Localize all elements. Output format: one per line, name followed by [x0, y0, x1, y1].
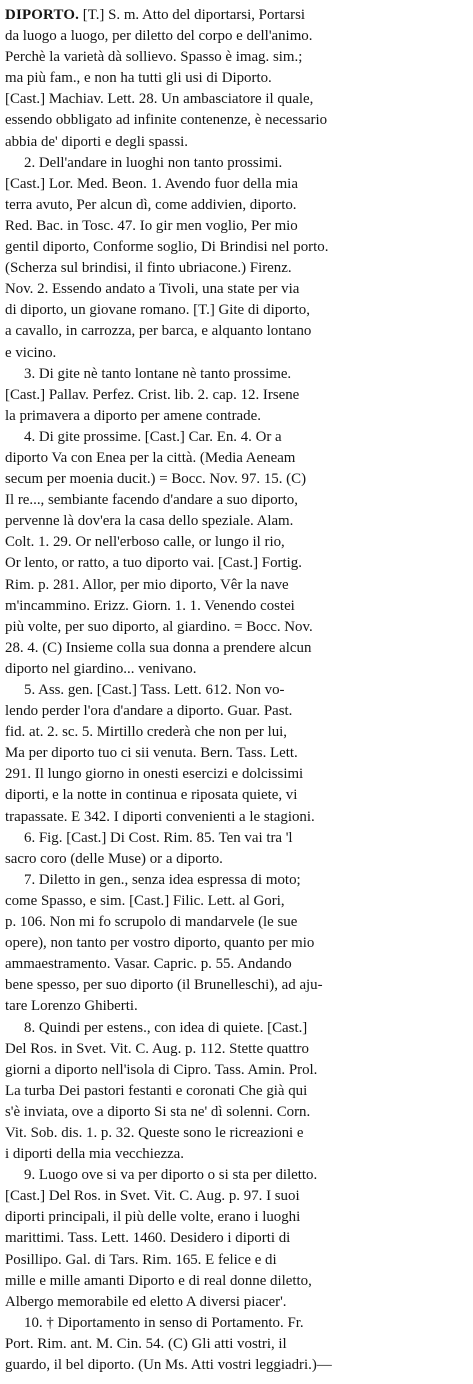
- entry-line: [Cast.] Pallav. Perfez. Crist. lib. 2. cap. 12. Irsene: [5, 386, 300, 403]
- entry-line: la primavera a diporto per amene contrade.: [5, 407, 261, 424]
- entry-line: fid. at. 2. sc. 5. Mirtillo crederà che non per lui,: [5, 724, 288, 741]
- entry-line: diporti, e la notte in continua e riposata quiete, vi: [5, 787, 298, 804]
- entry-line: Red. Bac. in Tosc. 47. Io gir men voglio, Per mio: [5, 217, 298, 234]
- entry-line: diporti principali, il più delle volte, erano i luoghi: [5, 1209, 301, 1226]
- sense-first-line: 9. Luogo ove si va per diporto o si sta per diletto.: [24, 1167, 318, 1184]
- entry-line: ma più fam., e non ha tutti gli usi di Diporto.: [5, 70, 272, 87]
- entry-line: mille e mille amanti Diporto e di real donne diletto,: [5, 1272, 312, 1289]
- entry-line: a cavallo, in carrozza, per barca, e alquanto lontano: [5, 323, 312, 340]
- sense-paragraph-5: [5, 680, 469, 828]
- entry-line: pervenne là dov'era la casa dello speziale. Alam.: [5, 513, 294, 530]
- sense-paragraph-7: [5, 870, 469, 1018]
- entry-paragraph-main: [5, 5, 469, 153]
- sense-first-line: 2. Dell'andare in luoghi non tanto prossimi.: [24, 154, 283, 171]
- entry-line: di diporto, un giovane romano. [T.] Gite di diporto,: [5, 302, 310, 319]
- entry-line: sacro coro (delle Muse) or a diporto.: [5, 850, 223, 867]
- entry-line: 291. Il lungo giorno in onesti esercizi e dolcissimi: [5, 766, 304, 783]
- entry-line: [Cast.] Machiav. Lett. 28. Un ambasciatore il quale,: [5, 91, 314, 108]
- entry-line: [Cast.] Del Ros. in Svet. Vit. C. Aug. p. 97. I suoi: [5, 1188, 300, 1205]
- sense-first-line: 4. Di gite prossime. [Cast.] Car. En. 4. Or a: [24, 428, 282, 445]
- entry-line: più volte, per suo diporto, al giardino. = Bocc. Nov.: [5, 618, 313, 635]
- entry-line: p. 106. Non mi fo scrupolo di mandarvele (le sue: [5, 914, 298, 931]
- entry-line: [5, 5, 469, 26]
- entry-line: Vit. Sob. dis. 1. p. 32. Queste sono le ricreazioni e: [5, 1124, 304, 1141]
- entry-senses: [5, 153, 469, 1376]
- entry-line: diporto nel giardino... venivano.: [5, 660, 197, 677]
- entry-line: m'incammino. Erizz. Giorn. 1. 1. Venendo costei: [5, 597, 295, 614]
- sense-first-line: 3. Di gite nè tanto lontane nè tanto prossime.: [24, 365, 292, 382]
- entry-line: (Scherza sul brindisi, il finto ubriacone.) Firenz.: [5, 260, 292, 277]
- entry-line: e vicino.: [5, 344, 57, 361]
- entry-line: La turba Dei pastori festanti e coronati Che già qui: [5, 1082, 308, 1099]
- entry-line: [Cast.] Lor. Med. Beon. 1. Avendo fuor della mia: [5, 175, 298, 192]
- entry-line: guardo, il bel diporto. (Un Ms. Atti vostri leggiadri.)—: [5, 1357, 332, 1373]
- entry-line: s'è inviata, ove a diporto Si sta ne' dì solenni. Corn.: [5, 1103, 311, 1120]
- entry-line: diporto Va con Enea per la città. (Media Aeneam: [5, 449, 296, 466]
- entry-line: da luogo a luogo, per diletto del corpo e dell'animo.: [5, 28, 313, 45]
- entry-line: Perchè la varietà dà sollievo. Spasso è imag. sim.;: [5, 49, 303, 66]
- entry-line: come Spasso, e sim. [Cast.] Filic. Lett. al Gori,: [5, 892, 285, 909]
- sense-first-line: 6. Fig. [Cast.] Di Cost. Rim. 85. Ten vai tra 'l: [24, 829, 293, 846]
- entry-line: marittimi. Tass. Lett. 1460. Desidero i diporti di: [5, 1230, 291, 1247]
- sense-first-line: 7. Diletto in gen., senza idea espressa di moto;: [24, 871, 301, 888]
- sense-paragraph-8: [5, 1018, 469, 1166]
- entry-line: Nov. 2. Essendo andato a Tivoli, una state per via: [5, 281, 300, 298]
- entry-line: essendo obbligato ad infinite contenenze, è necessario: [5, 112, 328, 129]
- sense-paragraph-3: [5, 364, 469, 427]
- entry-line: gentil diporto, Conforme soglio, Di Brindisi nel porto.: [5, 239, 329, 256]
- headword: DIPORTO.: [5, 7, 80, 23]
- entry-line-text: [T.] S. m. Atto del diportarsi, Portarsi: [82, 7, 305, 23]
- entry-line: abbia de' diporti e degli spassi.: [5, 133, 188, 150]
- entry-line: Albergo memorabile ed eletto A diversi piacer'.: [5, 1293, 287, 1310]
- entry-line: bene spesso, per suo diporto (il Brunelleschi), ad aju-: [5, 977, 323, 994]
- entry-line: Rim. p. 281. Allor, per mio diporto, Vêr la nave: [5, 576, 289, 593]
- sense-first-line: 8. Quindi per estens., con idea di quiete. [Cast.]: [24, 1019, 308, 1036]
- entry-line: tare Lorenzo Ghiberti.: [5, 998, 138, 1015]
- entry-line: Or lento, or ratto, a tuo diporto vai. [Cast.] Fortig.: [5, 555, 302, 572]
- sense-first-line: 5. Ass. gen. [Cast.] Tass. Lett. 612. Non vo-: [24, 682, 285, 698]
- entry-line: giorni a diporto nell'isola di Cipro. Tass. Amin. Prol.: [5, 1061, 318, 1078]
- sense-paragraph-4: [5, 427, 469, 680]
- sense-paragraph-10: [5, 1313, 469, 1376]
- entry-line: Port. Rim. ant. M. Cin. 54. (C) Gli atti vostri, il: [5, 1335, 287, 1352]
- entry-line: Il re..., sembiante facendo d'andare a suo diporto,: [5, 492, 298, 509]
- entry-line: Ma per diporto tuo ci sii venuta. Bern. Tass. Lett.: [5, 745, 298, 762]
- sense-paragraph-9: [5, 1165, 469, 1313]
- entry-line: opere), non tanto per vostro diporto, quanto per mio: [5, 935, 315, 952]
- entry-line: Colt. 1. 29. Or nell'erboso calle, or lungo il rio,: [5, 534, 285, 551]
- sense-paragraph-2: [5, 153, 469, 364]
- entry-line: terra avuto, Per alcun dì, come addivien, diporto.: [5, 196, 297, 213]
- entry-line: ammaestramento. Vasar. Capric. p. 55. Andando: [5, 956, 292, 973]
- entry-line: Del Ros. in Svet. Vit. C. Aug. p. 112. Stette quattro: [5, 1040, 309, 1057]
- entry-line: trapassate. E 342. I diporti convenienti a le stagioni.: [5, 808, 315, 825]
- entry-line: lendo perder l'ora d'andare a diporto. Guar. Past.: [5, 703, 293, 720]
- entry-line: secum per moenia ducit.) = Bocc. Nov. 97. 15. (C): [5, 471, 307, 488]
- sense-paragraph-6: [5, 828, 469, 870]
- entry-line: i diporti della mia vecchiezza.: [5, 1146, 185, 1163]
- sense-first-line: 10. † Diportamento in senso di Portamento. Fr.: [24, 1314, 304, 1331]
- entry-line: 28. 4. (C) Insieme colla sua donna a prendere alcun: [5, 639, 312, 656]
- entry-line: Posillipo. Gal. di Tars. Rim. 165. E felice e di: [5, 1251, 277, 1268]
